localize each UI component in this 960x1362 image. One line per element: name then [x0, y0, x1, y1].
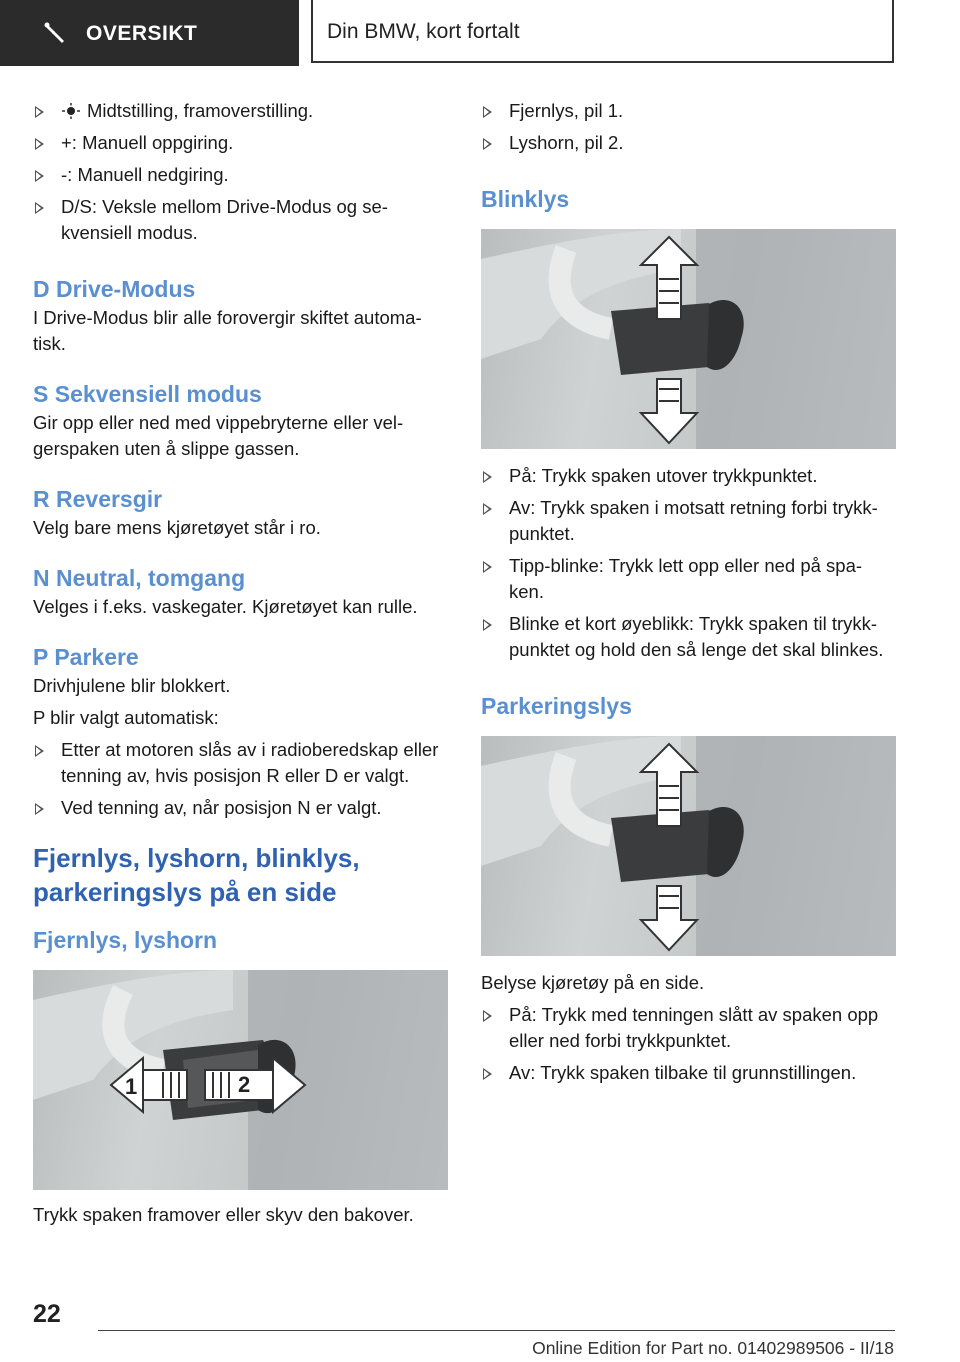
intro-list [33, 98, 448, 246]
neutral-text: Velges i f.eks. vaskegater. Kjøretøyet kan rulle. [33, 596, 418, 617]
parking-light-text: Belyse kjøretøy på en side. [481, 972, 705, 993]
bullet-triangle-icon [483, 503, 492, 515]
park-text-1: Drivhjulene blir blokkert. [33, 675, 231, 696]
list-item: På: Trykk spaken utover trykkpunktet. [481, 463, 896, 489]
heading-high-beam: Fjernlys, lyshorn [33, 927, 218, 953]
bullet-triangle-icon [35, 803, 44, 815]
edition-note: Online Edition for Part no. 01402989506 - II/18 [532, 1338, 894, 1358]
list-item: På: Trykk med tenningen slått av spaken opp eller ned forbi trykkpunktet. [481, 1002, 896, 1054]
stalk-up-down-illustration [481, 229, 896, 449]
parking-light-list [481, 1002, 896, 1086]
stalk-up-down-illustration-2 [481, 736, 896, 956]
bullet-triangle-icon [35, 170, 44, 182]
list-item: Fjernlys, pil 1. [481, 98, 896, 124]
drive-mode-text: I Drive-Modus blir alle forovergir skiftet automa-tisk. [33, 307, 422, 354]
breadcrumb [311, 0, 894, 63]
heading-neutral: N Neutral, tomgang [33, 565, 246, 591]
right-column [481, 98, 896, 1092]
bullet-triangle-icon [483, 1010, 492, 1022]
bullet-triangle-icon [483, 619, 492, 631]
bullet-triangle-icon [483, 471, 492, 483]
footer-divider [98, 1330, 895, 1331]
turn-signal-list [481, 463, 896, 663]
list-item: +: Manuell oppgiring. [33, 130, 448, 156]
section-tab-oversikt[interactable] [0, 0, 299, 66]
heading-reverse: R Reversgir [33, 486, 163, 512]
heading-drive-mode: D Drive-Modus [33, 276, 196, 302]
breadcrumb-label: Din BMW, kort fortalt [327, 20, 520, 43]
bullet-triangle-icon [35, 202, 44, 214]
left-column [33, 98, 448, 1228]
arrow-label-2: 2 [238, 1072, 251, 1097]
bullet-triangle-icon [483, 106, 492, 118]
section-tab-label: OVERSIKT [86, 22, 198, 45]
bullet-triangle-icon [483, 561, 492, 573]
bullet-triangle-icon [483, 138, 492, 150]
bullet-triangle-icon [35, 106, 44, 118]
bullet-triangle-icon [483, 1068, 492, 1080]
list-item: Av: Trykk spaken tilbake til grunnstillingen. [481, 1060, 896, 1086]
list-item: Ved tenning av, når posisjon N er valgt. [33, 795, 448, 821]
list-item: Midtstilling, framoverstilling. [33, 98, 448, 124]
park-text-2: P blir valgt automatisk: [33, 707, 219, 728]
parking-light-figure [481, 736, 896, 956]
bullet-triangle-icon [35, 745, 44, 757]
park-auto-list [33, 737, 448, 821]
high-beam-caption: Trykk spaken framover eller skyv den bakover. [33, 1204, 414, 1225]
arrow-label-1: 1 [125, 1074, 138, 1099]
heading-turn-signal: Blinklys [481, 186, 570, 212]
turn-signal-figure [481, 229, 896, 449]
page-number: 22 [33, 1300, 61, 1328]
lever-icon [44, 22, 66, 44]
bullet-triangle-icon [35, 138, 44, 150]
heading-parking-light: Parkeringslys [481, 693, 632, 719]
reverse-text: Velg bare mens kjøretøyet står i ro. [33, 517, 321, 538]
list-item: Tipp-blinke: Trykk lett opp eller ned på spa-ken. [481, 553, 896, 605]
list-item: Blinke et kort øyeblikk: Trykk spaken til trykk-punktet og hold den så lenge det skal blinkes. [481, 611, 896, 663]
high-beam-list [481, 98, 896, 156]
heading-lights: Fjernlys, lyshorn, blinklys, parkeringslys på en side [33, 843, 360, 907]
list-item: Av: Trykk spaken i motsatt retning forbi trykk-punktet. [481, 495, 896, 547]
heading-sequential-mode: S Sekvensiell modus [33, 381, 262, 407]
list-item: D/S: Veksle mellom Drive-Modus og se-kvensiell modus. [33, 194, 448, 246]
park-sun-icon [61, 103, 81, 119]
list-item: -: Manuell nedgiring. [33, 162, 448, 188]
list-item: Lyshorn, pil 2. [481, 130, 896, 156]
high-beam-figure [33, 970, 448, 1190]
list-item: Etter at motoren slås av i radioberedskap eller tenning av, hvis posisjon R eller D er valgt. [33, 737, 448, 789]
heading-park: P Parkere [33, 644, 139, 670]
stalk-illustration [33, 970, 448, 1190]
sequential-mode-text: Gir opp eller ned med vippebryterne eller vel-gerspaken uten å slippe gassen. [33, 412, 404, 459]
